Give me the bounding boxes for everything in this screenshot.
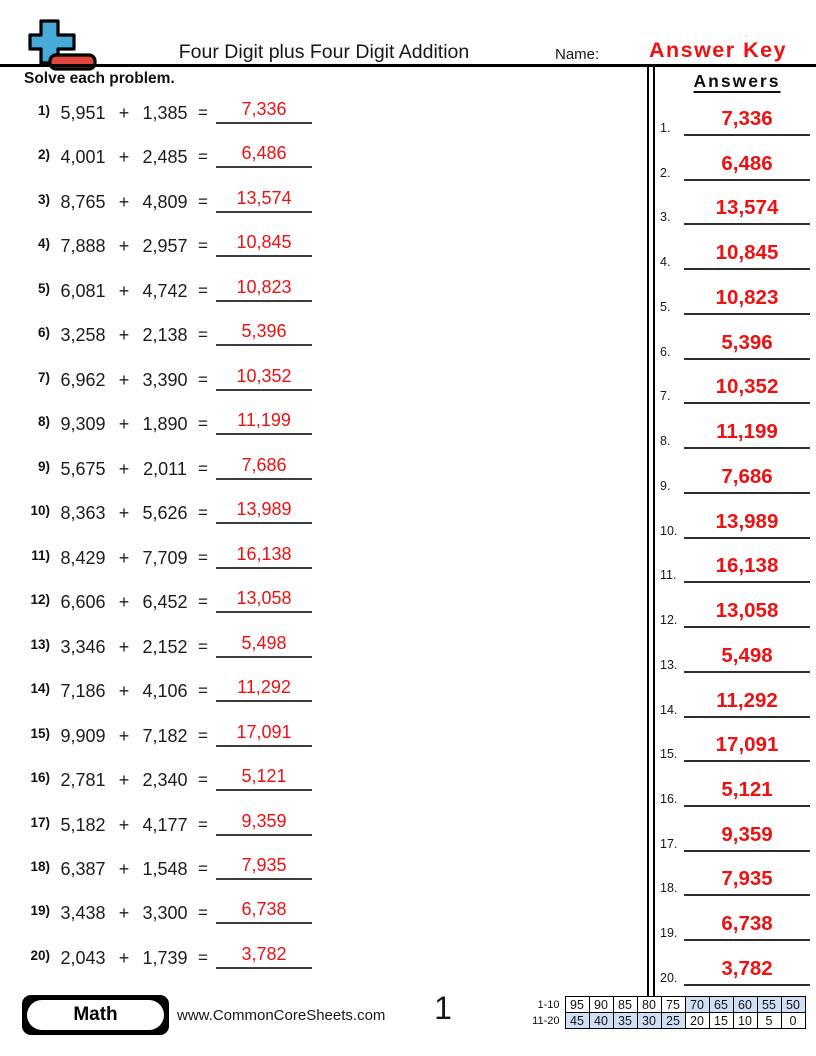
answer-blank: 9,359 bbox=[216, 811, 312, 836]
addend-1: 6,387 bbox=[60, 858, 106, 879]
answer-blank: 16,138 bbox=[216, 544, 312, 569]
instructions: Solve each problem. bbox=[24, 70, 175, 87]
answer-value: 7,935 bbox=[684, 867, 810, 896]
equals-sign: = bbox=[198, 236, 208, 256]
answer-number: 10. bbox=[660, 523, 678, 538]
problem-row bbox=[24, 141, 324, 168]
answer-blank: 13,989 bbox=[216, 499, 312, 524]
subject-badge-label: Math bbox=[27, 1000, 164, 1030]
plus-sign: + bbox=[118, 947, 130, 968]
answer-number: 5. bbox=[660, 299, 671, 314]
answer-row bbox=[660, 106, 810, 136]
answer-row bbox=[660, 374, 810, 404]
addend-1: 8,765 bbox=[60, 191, 106, 212]
problem-number: 19) bbox=[30, 903, 50, 919]
addend-2: 7,182 bbox=[142, 725, 188, 746]
problem-number: 6) bbox=[37, 325, 50, 341]
score-cell: 35 bbox=[613, 1013, 637, 1029]
addend-2: 4,106 bbox=[142, 681, 188, 702]
addend-2: 2,011 bbox=[143, 458, 187, 479]
addend-1: 6,962 bbox=[60, 369, 106, 390]
plus-sign: + bbox=[118, 547, 130, 568]
addend-2: 2,957 bbox=[142, 236, 188, 257]
answer-number: 11. bbox=[660, 568, 677, 583]
answers-list bbox=[660, 106, 810, 986]
answer-row bbox=[660, 732, 810, 762]
addend-1: 9,909 bbox=[60, 725, 106, 746]
problem-row bbox=[24, 764, 324, 791]
plus-sign: + bbox=[118, 725, 130, 746]
subject-badge bbox=[22, 995, 169, 1035]
problems-list bbox=[24, 97, 324, 969]
answer-number: 17. bbox=[660, 836, 678, 851]
answer-value: 6,486 bbox=[684, 152, 810, 181]
score-cell: 65 bbox=[709, 997, 733, 1013]
addend-1: 7,186 bbox=[60, 681, 106, 702]
score-cell: 25 bbox=[661, 1013, 685, 1029]
answer-number: 1. bbox=[660, 121, 671, 135]
score-cell: 90 bbox=[589, 997, 613, 1013]
plus-sign: + bbox=[118, 903, 130, 924]
problem-row bbox=[24, 853, 324, 880]
answer-row bbox=[660, 330, 810, 360]
answer-blank: 6,738 bbox=[216, 899, 312, 924]
equals-sign: = bbox=[198, 369, 208, 389]
problem-row bbox=[24, 275, 324, 302]
plus-sign: + bbox=[118, 147, 130, 168]
addend-1: 2,043 bbox=[60, 947, 106, 968]
answer-blank: 3,782 bbox=[216, 944, 312, 969]
addend-1: 8,429 bbox=[60, 547, 106, 568]
addend-2: 7,709 bbox=[142, 547, 188, 568]
score-cell: 60 bbox=[733, 997, 757, 1013]
problem-row bbox=[24, 720, 324, 747]
equals-sign: = bbox=[198, 191, 208, 211]
grading-table-row bbox=[527, 997, 805, 1013]
problem-row bbox=[24, 897, 324, 924]
website-url: www.CommonCoreSheets.com bbox=[177, 1007, 386, 1024]
score-cell: 95 bbox=[565, 997, 589, 1013]
problem-number: 17) bbox=[30, 814, 50, 830]
addend-1: 2,781 bbox=[60, 770, 106, 791]
answer-row bbox=[660, 553, 810, 583]
grading-table-row bbox=[527, 1013, 805, 1029]
addend-1: 5,182 bbox=[60, 814, 106, 835]
plus-sign: + bbox=[118, 103, 130, 123]
addend-1: 6,081 bbox=[60, 280, 106, 301]
answer-number: 2. bbox=[660, 165, 671, 180]
answer-number: 6. bbox=[660, 344, 671, 359]
plus-sign: + bbox=[118, 503, 130, 524]
equals-sign: = bbox=[198, 903, 208, 923]
problem-number: 14) bbox=[30, 681, 50, 697]
answer-blank: 7,686 bbox=[216, 455, 312, 480]
answer-row bbox=[660, 643, 810, 673]
answer-value: 3,782 bbox=[684, 957, 810, 986]
score-cell: 55 bbox=[757, 997, 781, 1013]
answer-number: 4. bbox=[660, 255, 671, 270]
answer-number: 19. bbox=[660, 926, 678, 941]
addend-2: 1,385 bbox=[142, 103, 188, 123]
answer-number: 14. bbox=[660, 702, 678, 717]
answers-title: Answers bbox=[693, 71, 781, 91]
answer-value: 7,336 bbox=[684, 107, 810, 136]
answer-row bbox=[660, 777, 810, 807]
grading-table bbox=[527, 996, 806, 1029]
problem-row bbox=[24, 230, 324, 257]
score-cell: 40 bbox=[589, 1013, 613, 1029]
answer-value: 5,498 bbox=[684, 644, 810, 673]
problem-row bbox=[24, 97, 324, 124]
problem-number: 20) bbox=[30, 947, 50, 963]
score-range-label: 1-10 bbox=[537, 998, 560, 1011]
answer-value: 5,396 bbox=[684, 331, 810, 360]
problem-number: 7) bbox=[37, 369, 50, 385]
equals-sign: = bbox=[198, 681, 208, 701]
equals-sign: = bbox=[198, 814, 208, 834]
answer-number: 13. bbox=[660, 657, 678, 672]
addend-2: 2,152 bbox=[142, 636, 188, 657]
problem-row bbox=[24, 586, 324, 613]
plus-sign: + bbox=[118, 369, 130, 390]
problem-number: 4) bbox=[37, 236, 50, 252]
problem-row bbox=[24, 453, 324, 480]
equals-sign: = bbox=[198, 147, 208, 167]
problem-number: 18) bbox=[30, 858, 50, 874]
answer-row bbox=[660, 598, 810, 628]
answer-row bbox=[660, 866, 810, 896]
answer-row bbox=[660, 956, 810, 986]
problem-number: 11) bbox=[31, 547, 50, 563]
answer-value: 9,359 bbox=[684, 823, 810, 852]
equals-sign: = bbox=[198, 770, 208, 790]
score-cell: 50 bbox=[781, 997, 805, 1013]
problem-number: 1) bbox=[37, 103, 50, 118]
problem-row bbox=[24, 675, 324, 702]
score-cell: 75 bbox=[661, 997, 685, 1013]
answer-blank: 13,058 bbox=[216, 588, 312, 613]
addend-1: 9,309 bbox=[60, 414, 106, 435]
score-cell: 80 bbox=[637, 997, 661, 1013]
answer-number: 18. bbox=[660, 881, 678, 896]
problem-number: 15) bbox=[30, 725, 50, 741]
answer-number: 8. bbox=[660, 434, 671, 449]
answer-value: 10,845 bbox=[684, 241, 810, 270]
problem-row bbox=[24, 319, 324, 346]
addend-1: 5,675 bbox=[60, 458, 106, 479]
problem-row bbox=[24, 942, 324, 969]
equals-sign: = bbox=[198, 636, 208, 656]
answer-row bbox=[660, 822, 810, 852]
answers-divider bbox=[647, 67, 655, 996]
answer-value: 11,199 bbox=[684, 420, 810, 449]
score-range-label: 11-20 bbox=[532, 1014, 560, 1027]
answer-value: 13,989 bbox=[684, 510, 810, 539]
score-cell: 70 bbox=[685, 997, 709, 1013]
answer-blank: 13,574 bbox=[216, 188, 312, 213]
answer-number: 20. bbox=[660, 970, 678, 985]
addend-2: 4,177 bbox=[142, 814, 188, 835]
plus-sign: + bbox=[118, 191, 130, 212]
answer-value: 13,574 bbox=[684, 196, 810, 225]
answer-row bbox=[660, 419, 810, 449]
plus-sign: + bbox=[118, 458, 130, 479]
score-cell: 45 bbox=[565, 1013, 589, 1029]
answer-blank: 11,199 bbox=[216, 410, 312, 435]
equals-sign: = bbox=[198, 103, 208, 122]
answer-number: 16. bbox=[660, 792, 678, 807]
answer-value: 10,823 bbox=[684, 286, 810, 315]
addend-2: 2,340 bbox=[142, 770, 188, 791]
equals-sign: = bbox=[198, 725, 208, 745]
addend-2: 3,300 bbox=[142, 903, 188, 924]
plus-sign: + bbox=[118, 592, 130, 613]
problem-number: 12) bbox=[30, 592, 50, 608]
answer-value: 13,058 bbox=[684, 599, 810, 628]
problem-number: 9) bbox=[37, 458, 50, 474]
problem-row bbox=[24, 631, 324, 658]
page-title: Four Digit plus Four Digit Addition bbox=[178, 41, 470, 63]
addend-1: 5,951 bbox=[60, 103, 106, 123]
problem-row bbox=[24, 186, 324, 213]
plus-sign: + bbox=[118, 681, 130, 702]
answer-row bbox=[660, 688, 810, 718]
addend-2: 2,138 bbox=[142, 325, 188, 346]
addend-1: 8,363 bbox=[60, 503, 106, 524]
score-cell: 5 bbox=[757, 1013, 781, 1029]
answer-blank: 17,091 bbox=[216, 722, 312, 747]
answer-value: 5,121 bbox=[684, 778, 810, 807]
answer-blank: 7,336 bbox=[216, 99, 312, 124]
equals-sign: = bbox=[198, 947, 208, 967]
answer-number: 15. bbox=[660, 747, 678, 762]
addend-2: 4,742 bbox=[142, 280, 188, 301]
page-number: 1 bbox=[434, 990, 452, 1026]
score-cell: 30 bbox=[637, 1013, 661, 1029]
answer-value: 7,686 bbox=[684, 465, 810, 494]
score-cell: 15 bbox=[709, 1013, 733, 1029]
answer-value: 11,292 bbox=[684, 689, 810, 718]
addend-1: 7,888 bbox=[60, 236, 106, 257]
addend-1: 6,606 bbox=[60, 592, 106, 613]
plus-sign: + bbox=[118, 236, 130, 257]
plus-sign: + bbox=[118, 636, 130, 657]
answer-row bbox=[660, 509, 810, 539]
answer-blank: 5,498 bbox=[216, 633, 312, 658]
answer-blank: 10,352 bbox=[216, 366, 312, 391]
answer-value: 16,138 bbox=[684, 554, 810, 583]
equals-sign: = bbox=[198, 458, 208, 478]
plus-sign: + bbox=[118, 414, 130, 435]
problem-row bbox=[24, 497, 324, 524]
problem-number: 13) bbox=[30, 636, 50, 652]
addend-1: 4,001 bbox=[60, 147, 106, 168]
plus-sign: + bbox=[118, 814, 130, 835]
problem-number: 10) bbox=[30, 503, 50, 519]
answer-value: 10,352 bbox=[684, 375, 810, 404]
addend-1: 3,346 bbox=[60, 636, 106, 657]
answer-row bbox=[660, 911, 810, 941]
addend-2: 2,485 bbox=[142, 147, 188, 168]
answer-key-label: Answer Key bbox=[648, 38, 788, 62]
addend-1: 3,438 bbox=[60, 903, 106, 924]
addend-2: 1,739 bbox=[142, 947, 188, 968]
equals-sign: = bbox=[198, 503, 208, 523]
plus-sign: + bbox=[118, 325, 130, 346]
addend-2: 4,809 bbox=[142, 191, 188, 212]
answer-row bbox=[660, 285, 810, 315]
problem-number: 8) bbox=[37, 414, 50, 430]
answer-number: 3. bbox=[660, 210, 671, 225]
equals-sign: = bbox=[198, 592, 208, 612]
score-cell: 20 bbox=[685, 1013, 709, 1029]
plus-sign: + bbox=[118, 770, 130, 791]
answer-number: 9. bbox=[660, 478, 671, 493]
addend-2: 6,452 bbox=[142, 592, 188, 613]
answer-blank: 5,396 bbox=[216, 321, 312, 346]
equals-sign: = bbox=[198, 858, 208, 878]
answer-number: 12. bbox=[660, 613, 678, 628]
problem-number: 3) bbox=[37, 191, 50, 207]
problem-row bbox=[24, 364, 324, 391]
answer-blank: 10,823 bbox=[216, 277, 312, 302]
problem-number: 16) bbox=[30, 770, 50, 786]
equals-sign: = bbox=[198, 325, 208, 345]
problem-row bbox=[24, 408, 324, 435]
answer-blank: 11,292 bbox=[216, 677, 312, 702]
addend-2: 1,890 bbox=[142, 414, 188, 435]
score-cell: 85 bbox=[613, 997, 637, 1013]
answer-row bbox=[660, 195, 810, 225]
answer-blank: 10,845 bbox=[216, 232, 312, 257]
addend-2: 1,548 bbox=[142, 858, 188, 879]
plus-sign: + bbox=[118, 858, 130, 879]
header-rule bbox=[0, 64, 816, 67]
name-label: Name: bbox=[555, 46, 600, 63]
answer-value: 6,738 bbox=[684, 912, 810, 941]
answer-row bbox=[660, 151, 810, 181]
answer-blank: 7,935 bbox=[216, 855, 312, 880]
answer-blank: 6,486 bbox=[216, 143, 312, 168]
answer-row bbox=[660, 240, 810, 270]
plus-sign: + bbox=[118, 280, 130, 301]
addend-2: 3,390 bbox=[142, 369, 188, 390]
addend-1: 3,258 bbox=[60, 325, 106, 346]
answer-value: 17,091 bbox=[684, 733, 810, 762]
answer-number: 7. bbox=[660, 389, 671, 404]
score-cell: 0 bbox=[781, 1013, 805, 1029]
problem-number: 2) bbox=[37, 147, 50, 163]
problem-number: 5) bbox=[37, 280, 50, 296]
problem-row bbox=[24, 542, 324, 569]
answer-blank: 5,121 bbox=[216, 766, 312, 791]
equals-sign: = bbox=[198, 280, 208, 300]
equals-sign: = bbox=[198, 414, 208, 434]
score-cell: 10 bbox=[733, 1013, 757, 1029]
equals-sign: = bbox=[198, 547, 208, 567]
answer-row bbox=[660, 464, 810, 494]
problem-row bbox=[24, 809, 324, 836]
addend-2: 5,626 bbox=[142, 503, 188, 524]
